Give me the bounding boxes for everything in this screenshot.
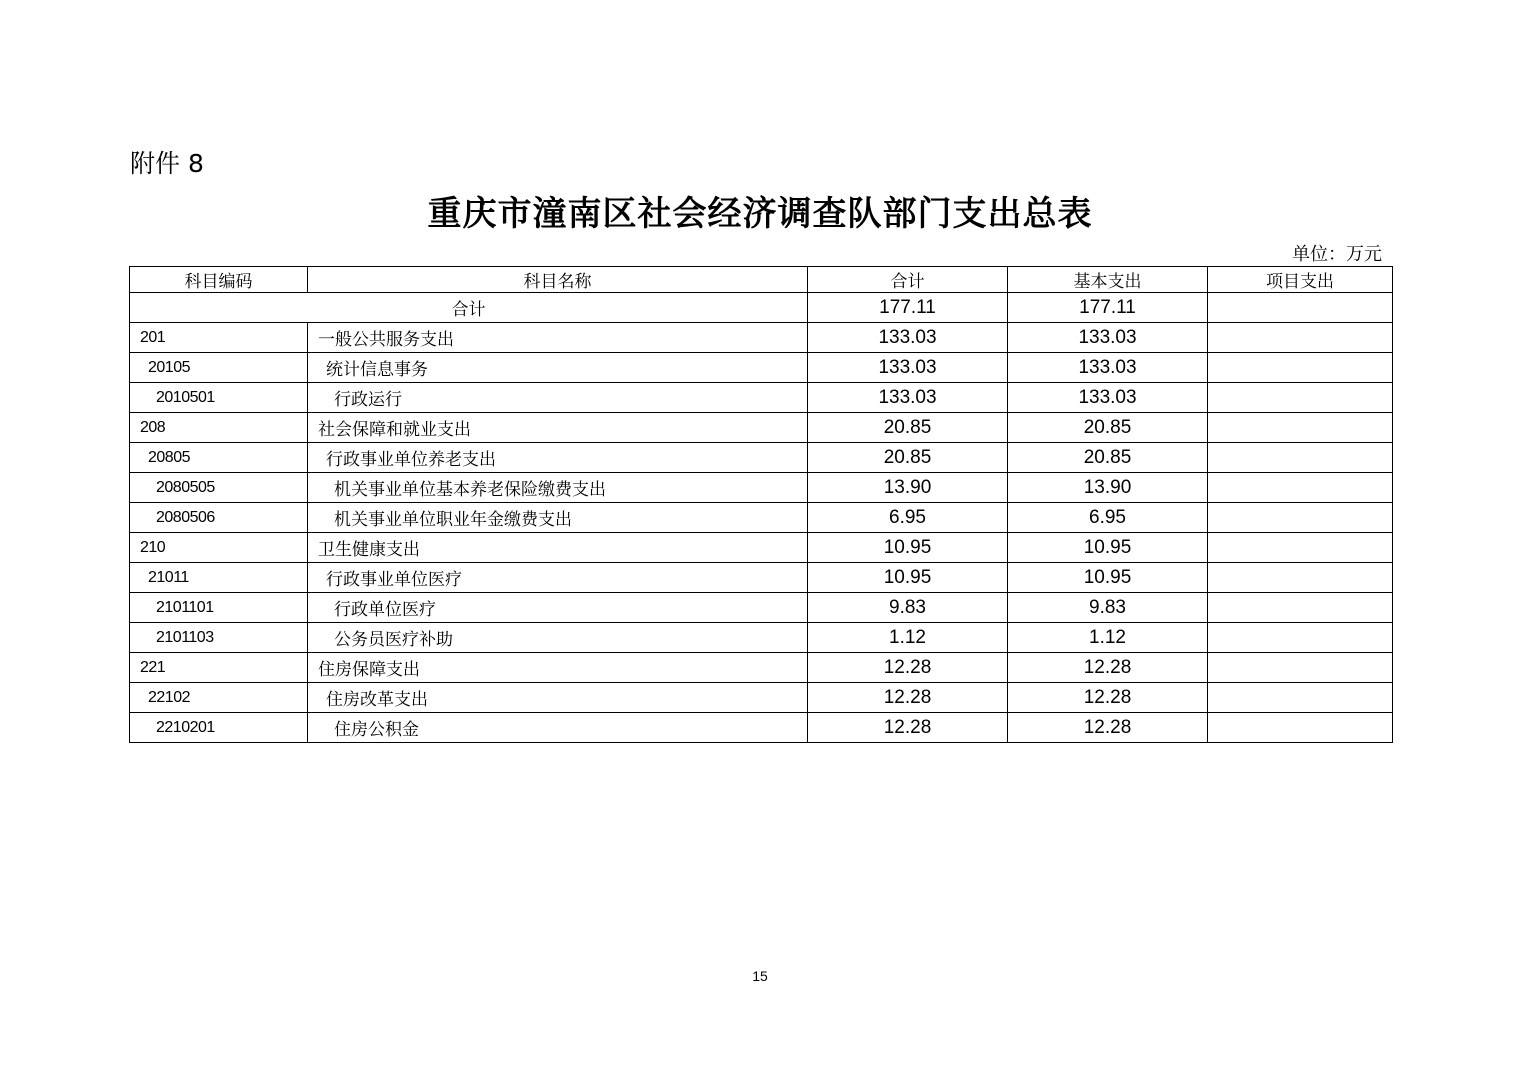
table-row xyxy=(130,623,1393,653)
table-row xyxy=(130,323,1393,353)
row-name: 卫生健康支出 xyxy=(308,533,808,563)
table-row xyxy=(130,473,1393,503)
total-project xyxy=(1208,293,1393,323)
row-basic: 13.90 xyxy=(1008,473,1208,503)
row-code: 21011 xyxy=(130,563,308,593)
row-code: 2080506 xyxy=(130,503,308,533)
row-code: 20805 xyxy=(130,443,308,473)
row-name: 统计信息事务 xyxy=(308,353,808,383)
row-project xyxy=(1208,593,1393,623)
row-basic: 12.28 xyxy=(1008,713,1208,743)
row-code: 20105 xyxy=(130,353,308,383)
row-name: 行政事业单位医疗 xyxy=(308,563,808,593)
row-code: 208 xyxy=(130,413,308,443)
row-basic: 20.85 xyxy=(1008,443,1208,473)
row-total: 133.03 xyxy=(808,353,1008,383)
row-name: 公务员医疗补助 xyxy=(308,623,808,653)
table-row xyxy=(130,593,1393,623)
row-project xyxy=(1208,323,1393,353)
row-project xyxy=(1208,713,1393,743)
page-number: 15 xyxy=(752,968,768,984)
row-name: 住房公积金 xyxy=(308,713,808,743)
table-row xyxy=(130,713,1393,743)
row-total: 133.03 xyxy=(808,323,1008,353)
table-row xyxy=(130,503,1393,533)
row-name: 一般公共服务支出 xyxy=(308,323,808,353)
row-total: 9.83 xyxy=(808,593,1008,623)
column-header-code: 科目编码 xyxy=(130,267,308,293)
column-header-total: 合计 xyxy=(808,267,1008,293)
table-row xyxy=(130,413,1393,443)
row-project xyxy=(1208,533,1393,563)
row-code: 2101101 xyxy=(130,593,308,623)
column-header-basic: 基本支出 xyxy=(1008,267,1208,293)
row-code: 221 xyxy=(130,653,308,683)
row-name: 社会保障和就业支出 xyxy=(308,413,808,443)
row-code: 2010501 xyxy=(130,383,308,413)
table-row xyxy=(130,383,1393,413)
column-header-name: 科目名称 xyxy=(308,267,808,293)
page-title: 重庆市潼南区社会经济调查队部门支出总表 xyxy=(427,194,1093,234)
total-row xyxy=(130,293,1393,323)
row-name: 住房保障支出 xyxy=(308,653,808,683)
total-label: 合计 xyxy=(130,293,808,323)
row-basic: 1.12 xyxy=(1008,623,1208,653)
row-basic: 133.03 xyxy=(1008,383,1208,413)
row-code: 22102 xyxy=(130,683,308,713)
row-basic: 12.28 xyxy=(1008,683,1208,713)
row-project xyxy=(1208,473,1393,503)
table-header-row xyxy=(130,267,1393,293)
row-code: 2101103 xyxy=(130,623,308,653)
row-basic: 133.03 xyxy=(1008,323,1208,353)
column-header-project: 项目支出 xyxy=(1208,267,1393,293)
row-project xyxy=(1208,683,1393,713)
table-row xyxy=(130,683,1393,713)
total-basic: 177.11 xyxy=(1008,293,1208,323)
expenditure-table xyxy=(129,266,1393,743)
row-code: 201 xyxy=(130,323,308,353)
row-project xyxy=(1208,503,1393,533)
row-basic: 12.28 xyxy=(1008,653,1208,683)
row-basic: 9.83 xyxy=(1008,593,1208,623)
total-amount: 177.11 xyxy=(808,293,1008,323)
row-basic: 6.95 xyxy=(1008,503,1208,533)
row-code: 210 xyxy=(130,533,308,563)
row-code: 2210201 xyxy=(130,713,308,743)
row-project xyxy=(1208,653,1393,683)
row-total: 10.95 xyxy=(808,533,1008,563)
row-total: 133.03 xyxy=(808,383,1008,413)
row-total: 1.12 xyxy=(808,623,1008,653)
table-row xyxy=(130,443,1393,473)
row-basic: 20.85 xyxy=(1008,413,1208,443)
row-total: 6.95 xyxy=(808,503,1008,533)
unit-label: 单位：万元 xyxy=(1292,244,1382,265)
row-project xyxy=(1208,443,1393,473)
attachment-label: 附件 8 xyxy=(130,149,204,178)
row-project xyxy=(1208,563,1393,593)
row-name: 机关事业单位基本养老保险缴费支出 xyxy=(308,473,808,503)
row-basic: 10.95 xyxy=(1008,563,1208,593)
row-project xyxy=(1208,353,1393,383)
table-row xyxy=(130,563,1393,593)
row-name: 机关事业单位职业年金缴费支出 xyxy=(308,503,808,533)
row-total: 20.85 xyxy=(808,443,1008,473)
table-row xyxy=(130,353,1393,383)
row-total: 13.90 xyxy=(808,473,1008,503)
row-project xyxy=(1208,413,1393,443)
row-project xyxy=(1208,623,1393,653)
row-total: 12.28 xyxy=(808,653,1008,683)
table-row xyxy=(130,533,1393,563)
row-name: 行政单位医疗 xyxy=(308,593,808,623)
row-project xyxy=(1208,383,1393,413)
row-name: 行政事业单位养老支出 xyxy=(308,443,808,473)
row-total: 10.95 xyxy=(808,563,1008,593)
row-total: 12.28 xyxy=(808,713,1008,743)
row-basic: 10.95 xyxy=(1008,533,1208,563)
row-basic: 133.03 xyxy=(1008,353,1208,383)
row-total: 12.28 xyxy=(808,683,1008,713)
row-code: 2080505 xyxy=(130,473,308,503)
row-name: 行政运行 xyxy=(308,383,808,413)
table-row xyxy=(130,653,1393,683)
row-total: 20.85 xyxy=(808,413,1008,443)
row-name: 住房改革支出 xyxy=(308,683,808,713)
